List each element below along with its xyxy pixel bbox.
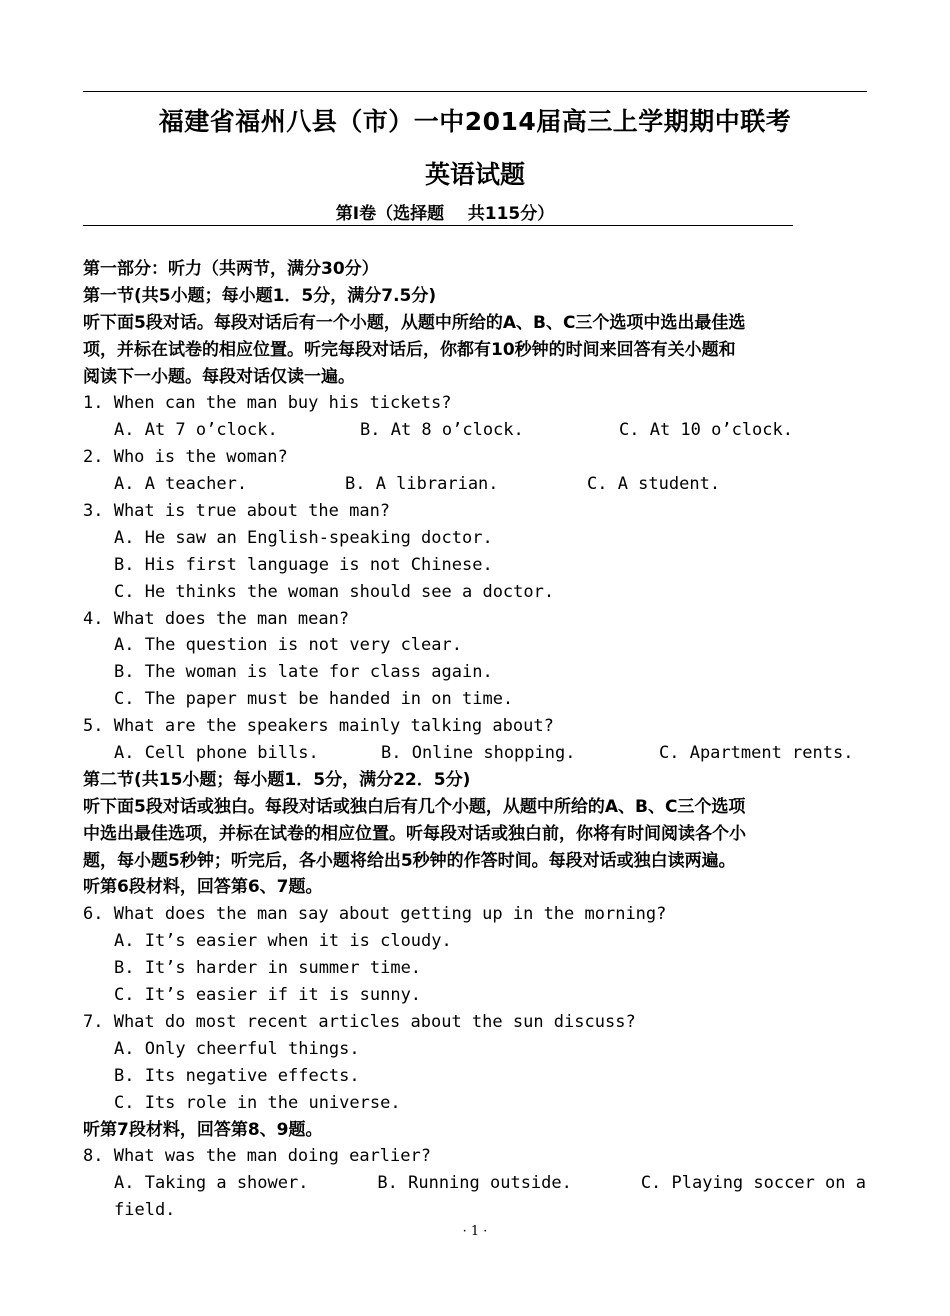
option-b: B. Running outside. [377,1173,572,1194]
section2-instruction-line: 听下面5段对话或独白。每段对话或独白后有几个小题，从题中所给的A、B、C三个选项 [83,796,746,817]
options-row [83,740,873,767]
section2-instruction-line: 题，每小题5秒钟；听完后，各小题将给出5秒钟的作答时间。每段对话或独白读两遍。 [83,850,736,871]
option-a: A. A teacher. [114,474,248,495]
question-1: 1. When can the man buy his tickets? [83,393,452,414]
option-c-continuation: field. [114,1200,176,1221]
option-b: B. Its negative effects. [114,1065,360,1086]
section1-instruction-line: 阅读下一小题。每段对话仅读一遍。 [83,366,355,387]
option-c: C. Apartment rents. [659,743,854,764]
options-row [83,417,873,444]
option-c: C. At 10 o’clock. [619,420,793,441]
question-7: 7. What do most recent articles about the sun discuss? [83,1011,636,1032]
question-5: 5. What are the speakers mainly talking about? [83,716,554,737]
section1-instruction-line: 听下面5段对话。每段对话后有一个小题，从题中所给的A、B、C三个选项中选出最佳选 [83,312,746,333]
question-8: 8. What was the man doing earlier? [83,1146,431,1167]
question-3: 3. What is true about the man? [83,501,391,522]
section2-heading: 第二节(共15小题；每小题1．5分，满分22．5分) [83,769,471,790]
part1-heading: 第一部分：听力（共两节，满分30分） [83,259,379,279]
option-c: C. A student. [587,474,721,495]
question-2: 2. Who is the woman? [83,447,288,468]
option-b: B. It’s harder in summer time. [114,958,422,979]
option-a: A. Taking a shower. [114,1173,309,1194]
options-row [83,1170,873,1197]
volume-rule [83,225,793,226]
exam-body [83,256,873,1224]
material-7-heading: 听第7段材料，回答第8、9题。 [83,1119,323,1140]
question-4: 4. What does the man mean? [83,608,350,629]
option-c: C. The paper must be handed in on time. [114,689,514,710]
exam-title: 福建省福州八县（市）一中2014届高三上学期期中联考 [158,107,792,136]
volume-heading: 第Ⅰ卷（选择题 共115分） [335,204,555,224]
option-b: B. A librarian. [345,474,499,495]
option-c: C. Playing soccer on a [640,1173,866,1194]
section2-instruction-line: 中选出最佳选项，并标在试卷的相应位置。听每段对话或独白前，你将有时间阅读各个小 [83,823,746,844]
option-a: A. At 7 o’clock. [114,420,278,441]
question-6: 6. What does the man say about getting up in the morning? [83,904,667,925]
option-b: B. The woman is late for class again. [114,662,493,683]
option-a: A. It’s easier when it is cloudy. [114,931,452,952]
exam-subtitle: 英语试题 [424,160,525,189]
option-b: B. His first language is not Chinese. [114,554,493,575]
section1-heading: 第一节(共5小题；每小题1．5分，满分7.5分) [83,285,437,306]
option-c: C. He thinks the woman should see a doctor. [114,581,555,602]
material-6-heading: 听第6段材料，回答第6、7题。 [83,877,323,898]
top-rule [83,91,867,92]
option-c: C. It’s easier if it is sunny. [114,985,422,1006]
option-c: C. Its role in the universe. [114,1092,401,1113]
option-b: B. Online shopping. [381,743,576,764]
options-row [83,471,873,498]
section1-instruction-line: 项，并标在试卷的相应位置。听完每段对话后，你都有10秒钟的时间来回答有关小题和 [83,339,736,360]
option-b: B. At 8 o’clock. [360,420,524,441]
page-number: · 1 · [462,1224,488,1239]
option-a: A. He saw an English-speaking doctor. [114,527,493,548]
option-a: A. Only cheerful things. [114,1038,360,1059]
option-a: A. Cell phone bills. [114,743,319,764]
option-a: A. The question is not very clear. [114,635,462,656]
